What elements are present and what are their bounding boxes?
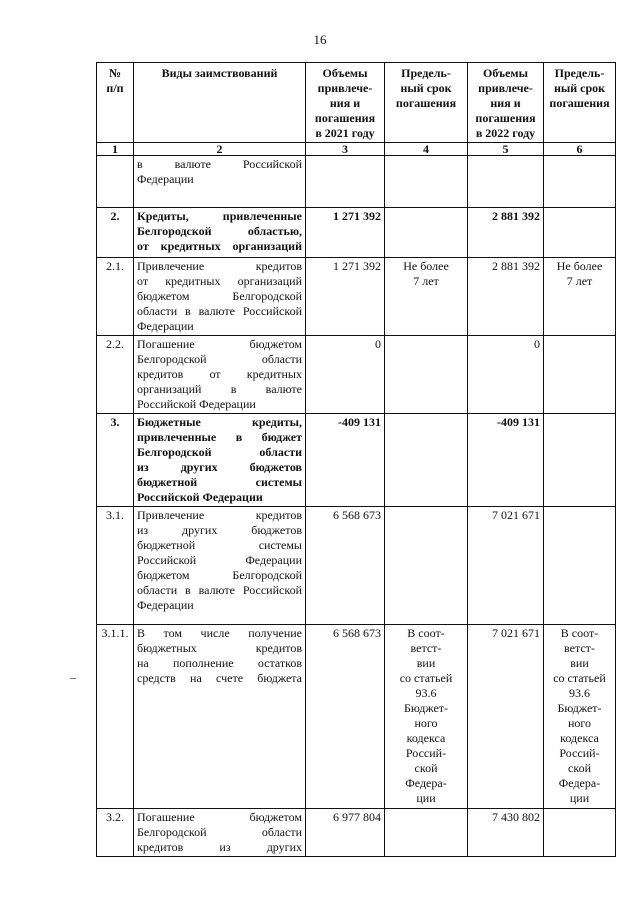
text-line: привлеченные в бюджет xyxy=(137,430,302,444)
table-row xyxy=(97,625,616,809)
text-line: Российской Федерации xyxy=(137,490,263,504)
text-line: Бюджет- xyxy=(557,701,602,715)
text-line: В соот- xyxy=(407,626,445,640)
text-line: ный срок xyxy=(553,81,606,95)
text-line: Белгородской области xyxy=(137,352,302,366)
margin-mark xyxy=(70,678,76,679)
header-col-volume-2021 xyxy=(306,63,385,143)
text-line: Федерации xyxy=(137,319,194,333)
text-line: Не более xyxy=(556,259,603,273)
volume-2022: 0 xyxy=(468,336,544,414)
table-row xyxy=(97,208,616,258)
text-line: привлече- xyxy=(317,81,373,95)
text-line: Не более xyxy=(403,259,449,273)
text-line: со статьей xyxy=(399,671,453,685)
text-line: ветст- xyxy=(410,641,442,655)
text-line: в 2022 году xyxy=(475,126,536,140)
text-line: Российской Федерации xyxy=(137,397,256,411)
borrowings-table xyxy=(96,62,616,857)
column-number-row xyxy=(97,143,616,156)
text-line: Белгородской области xyxy=(137,825,302,839)
table-body xyxy=(97,156,616,857)
text-line: со статьей xyxy=(553,671,606,685)
text-line: погашения xyxy=(549,96,610,110)
term-2022 xyxy=(544,507,616,625)
text-line: Объемы xyxy=(322,66,368,80)
text-line: кодекса xyxy=(560,731,599,745)
borrowing-type xyxy=(134,507,306,625)
term-2022 xyxy=(544,156,616,208)
text-line: из других бюджетов xyxy=(137,523,302,537)
text-line: 93.6 xyxy=(415,686,437,700)
text-line: в 2021 году xyxy=(315,126,375,140)
text-line: ской xyxy=(568,761,591,775)
volume-2021: 6 977 804 xyxy=(306,809,385,857)
volume-2021 xyxy=(306,156,385,208)
text-line: Привлечение кредитов xyxy=(137,508,302,522)
text-line: Федерации xyxy=(137,172,194,186)
table-row xyxy=(97,156,616,208)
row-number: 3.1.1. xyxy=(97,625,134,809)
text-line: Белгородской областью, xyxy=(137,224,302,238)
text-line: на пополнение остатков xyxy=(137,656,302,670)
text-line: Объемы xyxy=(483,66,528,80)
volume-2022: 7 021 671 xyxy=(468,625,544,809)
text-line: Погашение бюджетом xyxy=(137,337,302,351)
text-line: 93.6 xyxy=(569,686,590,700)
volume-2022 xyxy=(468,156,544,208)
column-number: 5 xyxy=(468,143,544,156)
term-2022 xyxy=(544,414,616,507)
volume-2021: 1 271 392 xyxy=(306,258,385,336)
text-line: ния и xyxy=(329,96,361,110)
text-line: ния и xyxy=(490,96,521,110)
text-line: Российской Федерации xyxy=(137,553,302,567)
volume-2022: 7 430 802 xyxy=(468,809,544,857)
page-number: 16 xyxy=(313,32,327,47)
table-row xyxy=(97,809,616,857)
text-line: ного xyxy=(414,716,438,730)
text-line: Федерации xyxy=(137,598,194,612)
text-line: Предель- xyxy=(554,66,605,80)
text-line: средств на счете бюджета xyxy=(137,671,302,685)
table-row xyxy=(97,336,616,414)
text-line: ской xyxy=(414,761,438,775)
header-col-type: Виды заимствований xyxy=(134,63,306,143)
volume-2022: 2 881 392 xyxy=(468,258,544,336)
volume-2022: 7 021 671 xyxy=(468,507,544,625)
text-line: п/п xyxy=(106,81,124,95)
volume-2021: 0 xyxy=(306,336,385,414)
borrowing-type xyxy=(134,809,306,857)
text-line: вии xyxy=(416,656,436,670)
header-col-num xyxy=(97,63,134,143)
borrowing-type xyxy=(134,156,306,208)
table-row xyxy=(97,414,616,507)
volume-2022: 2 881 392 xyxy=(468,208,544,258)
text-line: Погашение бюджетом xyxy=(137,810,302,824)
row-number: 2.1. xyxy=(97,258,134,336)
volume-2021: 1 271 392 xyxy=(306,208,385,258)
volume-2021: -409 131 xyxy=(306,414,385,507)
text-line: В соот- xyxy=(560,626,599,640)
row-number: 2.2. xyxy=(97,336,134,414)
header-col-term-2022 xyxy=(544,63,616,143)
text-line: погашения xyxy=(314,111,376,125)
text-line: из других бюджетов xyxy=(137,460,302,474)
text-line: ного xyxy=(567,716,592,730)
column-number: 2 xyxy=(134,143,306,156)
term-2022 xyxy=(544,809,616,857)
column-number: 3 xyxy=(306,143,385,156)
term-2021 xyxy=(385,625,468,809)
term-2022 xyxy=(544,336,616,414)
text-line: вии xyxy=(570,656,589,670)
term-2021 xyxy=(385,336,468,414)
text-line: № xyxy=(108,66,122,80)
borrowing-type xyxy=(134,625,306,809)
text-line: кредитов от кредитных xyxy=(137,367,302,381)
text-line: Федера- xyxy=(558,776,601,790)
text-line: 7 лет xyxy=(413,274,439,288)
borrowing-type xyxy=(134,414,306,507)
column-number: 1 xyxy=(97,143,134,156)
text-line: Россий- xyxy=(405,746,447,760)
text-line: погашения xyxy=(395,96,457,110)
term-2021 xyxy=(385,414,468,507)
text-line: погашения xyxy=(475,111,536,125)
text-line: бюджетной системы xyxy=(137,475,302,489)
borrowing-type xyxy=(134,336,306,414)
text-line: в валюте Российской xyxy=(137,157,302,171)
volume-2021: 6 568 673 xyxy=(306,625,385,809)
row-number: 3.1. xyxy=(97,507,134,625)
text-line: кредитов из других xyxy=(137,840,302,854)
row-number: 3. xyxy=(97,414,134,507)
volume-2021: 6 568 673 xyxy=(306,507,385,625)
text-line: организаций в валюте xyxy=(137,382,302,396)
term-2021 xyxy=(385,809,468,857)
text-line: привлече- xyxy=(478,81,533,95)
row-number: 3.2. xyxy=(97,809,134,857)
volume-2022: -409 131 xyxy=(468,414,544,507)
text-line: от кредитных организаций xyxy=(137,274,302,288)
text-line: области в валюте Российской xyxy=(137,583,302,597)
text-line: бюджетом Белгородской xyxy=(137,568,302,582)
text-line: 7 лет xyxy=(566,274,593,288)
text-line: Белгородской области xyxy=(137,445,302,459)
text-line: ный срок xyxy=(400,81,452,95)
text-line: Бюджет- xyxy=(403,701,449,715)
text-line: Федера- xyxy=(405,776,447,790)
row-number: 2. xyxy=(97,208,134,258)
text-line: бюджетной системы xyxy=(137,538,302,552)
column-number: 6 xyxy=(544,143,616,156)
borrowing-type xyxy=(134,208,306,258)
text-line: от кредитных организаций xyxy=(137,239,302,253)
text-line: бюджетом Белгородской xyxy=(137,289,302,303)
text-line: В том числе получение xyxy=(137,626,302,640)
text-line: Россий- xyxy=(559,746,600,760)
text-line: ции xyxy=(416,791,436,805)
header-col-term-2021 xyxy=(385,63,468,143)
term-2022 xyxy=(544,625,616,809)
term-2022 xyxy=(544,208,616,258)
header-row xyxy=(97,63,616,143)
text-line: кодекса xyxy=(406,731,446,745)
text-line: области в валюте Российской xyxy=(137,304,302,318)
row-number xyxy=(97,156,134,208)
term-2021 xyxy=(385,258,468,336)
text-line: Кредиты, привлеченные xyxy=(137,209,302,223)
text-line: Привлечение кредитов xyxy=(137,259,302,273)
column-number: 4 xyxy=(385,143,468,156)
term-2021 xyxy=(385,156,468,208)
term-2021 xyxy=(385,507,468,625)
term-2021 xyxy=(385,208,468,258)
header-col-volume-2022 xyxy=(468,63,544,143)
table-row xyxy=(97,507,616,625)
table-row xyxy=(97,258,616,336)
text-line: Предель- xyxy=(401,66,451,80)
text-line: бюджетных кредитов xyxy=(137,641,302,655)
text-line: ции xyxy=(569,791,590,805)
text-line: ветст- xyxy=(564,641,595,655)
term-2022 xyxy=(544,258,616,336)
borrowing-type xyxy=(134,258,306,336)
text-line: Бюджетные кредиты, xyxy=(137,415,302,429)
